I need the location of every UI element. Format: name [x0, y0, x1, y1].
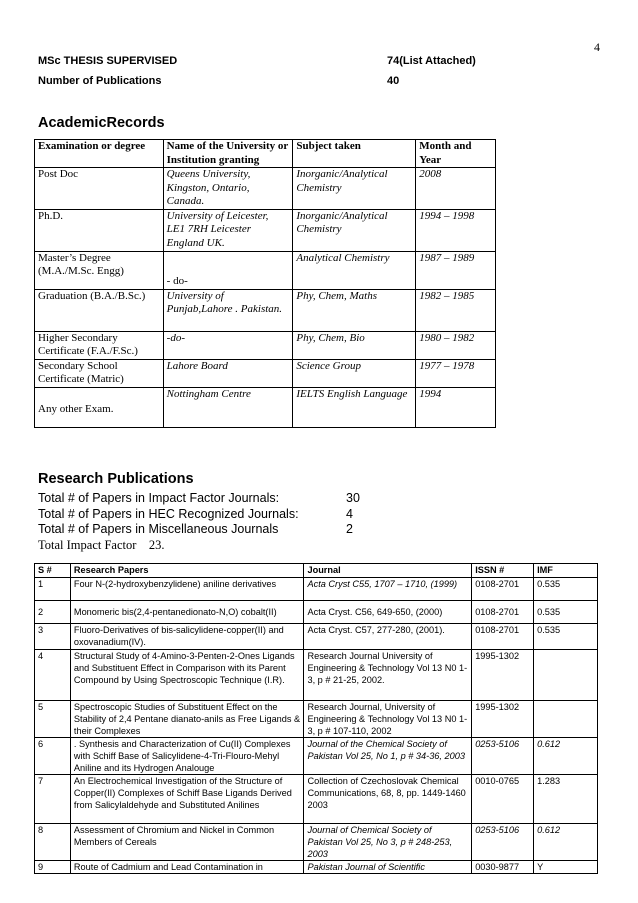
issn-cell: 0253-5106: [472, 738, 534, 775]
publications-value: 40: [387, 75, 400, 87]
institution-cell: -do-: [163, 331, 293, 359]
summary-line: [38, 522, 438, 538]
serial-cell: 4: [35, 650, 71, 701]
imf-cell: 1.283: [534, 775, 598, 824]
column-header: Month and Year: [416, 140, 496, 168]
table-row: [35, 209, 496, 251]
table-row: [35, 168, 496, 210]
summary-value: 30: [346, 491, 360, 505]
thesis-label: MSc THESIS SUPERVISED: [38, 55, 178, 67]
summary-label: Total # of Papers in HEC Recognized Journals:: [38, 506, 299, 521]
publication-summary: [38, 491, 438, 538]
paper-cell: . Synthesis and Characterization of Cu(II) Complexes with Schiff Base of Salicylidene-4-Tri-Flouro-Mehyl Aniline and its Hydrogen Analouge: [70, 738, 304, 775]
institution-cell: Queens University, Kingston, Ontario, Canada.: [163, 168, 293, 210]
imf-cell: 0.535: [534, 601, 598, 624]
journal-text: Acta Cryst. C56, 649-650, (2000): [307, 607, 443, 617]
degree-cell: Graduation (B.A./B.Sc.): [35, 289, 164, 331]
degree-text: Any other Exam.: [38, 403, 114, 415]
institution-cell: Nottingham Centre: [163, 387, 293, 427]
issn-cell: 0108-2701: [472, 601, 534, 624]
subject-cell: Science Group: [293, 359, 416, 387]
paper-cell: Assessment of Chromium and Nickel in Common Members of Cereals: [70, 824, 304, 861]
institution-cell: University of Leicester, LE1 7RH Leicester England UK.: [163, 209, 293, 251]
summary-value: 2: [346, 522, 353, 536]
imf-cell: 0.535: [534, 578, 598, 601]
total-impact-factor: Total Impact Factor 23.: [38, 538, 165, 552]
subject-cell: Inorganic/Analytical Chemistry: [293, 168, 416, 210]
degree-cell: Post Doc: [35, 168, 164, 210]
imf-cell: 0.612: [534, 738, 598, 775]
imf-cell: Y: [534, 861, 598, 874]
issn-cell: 0030-9877: [472, 861, 534, 874]
paper-cell: Monomeric bis(2,4-pentanedionato-N,O) cobalt(II): [70, 601, 304, 624]
year-cell: 1987 – 1989: [416, 251, 496, 289]
institution-cell: Lahore Board: [163, 359, 293, 387]
summary-value: 4: [346, 506, 353, 521]
publications-header-row: [35, 564, 598, 578]
serial-cell: 6: [35, 738, 71, 775]
imf-cell: 0.535: [534, 624, 598, 650]
table-row: [35, 331, 496, 359]
serial-cell: 9: [35, 861, 71, 874]
institution-text: - do-: [166, 275, 188, 287]
table-row: [35, 601, 598, 624]
table-row: [35, 861, 598, 874]
institution-cell: [163, 251, 293, 289]
column-header: Name of the University or Institution granting: [163, 140, 293, 168]
year-cell: 1994: [416, 387, 496, 427]
column-header: Journal: [304, 564, 472, 578]
issn-cell: 0108-2701: [472, 624, 534, 650]
academic-header-row: [35, 140, 496, 168]
journal-cell: Journal of Chemical Society of Pakistan Vol 25, No 3, p # 248-253, 2003: [304, 824, 472, 861]
subject-cell: IELTS English Language: [293, 387, 416, 427]
table-row: [35, 738, 598, 775]
column-header: Subject taken: [293, 140, 416, 168]
imf-cell: 0.612: [534, 824, 598, 861]
degree-cell: [35, 387, 164, 427]
issn-cell: 0108-2701: [472, 578, 534, 601]
table-row: [35, 578, 598, 601]
research-publications-title: Research Publications: [38, 471, 194, 487]
table-row: [35, 251, 496, 289]
table-row: [35, 359, 496, 387]
column-header: ISSN #: [472, 564, 534, 578]
issn-cell: 1995-1302: [472, 701, 534, 738]
summary-line: [38, 491, 438, 507]
table-row: [35, 775, 598, 824]
serial-cell: 8: [35, 824, 71, 861]
paper-cell: Spectroscopic Studies of Substituent Effect on the Stability of 2,4 Pentane dianato-anils as Free Ligands & their Complexes: [70, 701, 304, 738]
column-header: Examination or degree: [35, 140, 164, 168]
journal-cell: [304, 601, 472, 624]
year-cell: 1994 – 1998: [416, 209, 496, 251]
degree-cell: Ph.D.: [35, 209, 164, 251]
column-header: Research Papers: [70, 564, 304, 578]
serial-cell: 1: [35, 578, 71, 601]
summary-label: Total # of Papers in Miscellaneous Journals: [38, 522, 279, 536]
issn-cell: 0253-5106: [472, 824, 534, 861]
academic-records-table: [34, 139, 496, 428]
issn-cell: 1995-1302: [472, 650, 534, 701]
page-number: 4: [594, 40, 600, 54]
degree-cell: Secondary School Certificate (Matric): [35, 359, 164, 387]
journal-cell: Research Journal, University of Engineering & Technology Vol 13 N0 1-3, p # 107-110, 2002: [304, 701, 472, 738]
degree-cell: Higher Secondary Certificate (F.A./F.Sc.): [35, 331, 164, 359]
column-header: S #: [35, 564, 71, 578]
institution-cell: University of Punjab,Lahore . Pakistan.: [163, 289, 293, 331]
journal-cell: Acta Cryst. C57, 277-280, (2001).: [304, 624, 472, 650]
table-row: [35, 650, 598, 701]
publications-label: Number of Publications: [38, 75, 162, 87]
summary-line: [38, 507, 438, 523]
publications-table: [34, 563, 598, 874]
serial-cell: 2: [35, 601, 71, 624]
year-cell: 1980 – 1982: [416, 331, 496, 359]
serial-cell: 5: [35, 701, 71, 738]
paper-cell: Four N-(2-hydroxybenzylidene) aniline derivatives: [70, 578, 304, 601]
degree-cell: Master’s Degree (M.A./M.Sc. Engg): [35, 251, 164, 289]
table-row: [35, 824, 598, 861]
table-row: [35, 624, 598, 650]
table-row: [35, 701, 598, 738]
table-row: [35, 387, 496, 427]
year-cell: 1982 – 1985: [416, 289, 496, 331]
journal-cell: Pakistan Journal of Scientific: [304, 861, 472, 874]
summary-label: Total # of Papers in Impact Factor Journals:: [38, 491, 280, 505]
issn-cell: 0010-0765: [472, 775, 534, 824]
subject-cell: Inorganic/Analytical Chemistry: [293, 209, 416, 251]
imf-cell: [534, 650, 598, 701]
subject-cell: Phy, Chem, Bio: [293, 331, 416, 359]
subject-cell: Analytical Chemistry: [293, 251, 416, 289]
journal-cell: Acta Cryst C55, 1707 – 1710, (1999): [304, 578, 472, 601]
paper-cell: Fluoro-Derivatives of bis-salicylidene-copper(II) and oxovanadium(IV).: [70, 624, 304, 650]
year-cell: 1977 – 1978: [416, 359, 496, 387]
paper-cell: Structural Study of 4-Amino-3-Penten-2-Ones Ligands and Substituent Effect in Comparison with its Parent Compound by Using Spectroscopic Technique (I.R).: [70, 650, 304, 701]
journal-cell: Collection of Czechoslovak Chemical Communications, 68, 8, pp. 1449-1460 2003: [304, 775, 472, 824]
journal-cell: Research Journal University of Engineering & Technology Vol 13 N0 1-3, p # 21-25, 2002.: [304, 650, 472, 701]
thesis-value: 74(List Attached): [387, 55, 476, 67]
subject-cell: Phy, Chem, Maths: [293, 289, 416, 331]
serial-cell: 7: [35, 775, 71, 824]
imf-cell: [534, 701, 598, 738]
table-row: [35, 289, 496, 331]
paper-cell: Route of Cadmium and Lead Contamination in: [70, 861, 304, 874]
column-header: IMF: [534, 564, 598, 578]
serial-cell: 3: [35, 624, 71, 650]
year-cell: 2008: [416, 168, 496, 210]
paper-cell: An Electrochemical Investigation of the Structure of Copper(II) Complexes of Schiff Base Ligands Derived from Salicylaldehyde and Substituted Anilines: [70, 775, 304, 824]
academic-records-title: AcademicRecords: [38, 115, 165, 131]
journal-cell: Journal of the Chemical Society of Pakistan Vol 25, No 1, p # 34-36, 2003: [304, 738, 472, 775]
